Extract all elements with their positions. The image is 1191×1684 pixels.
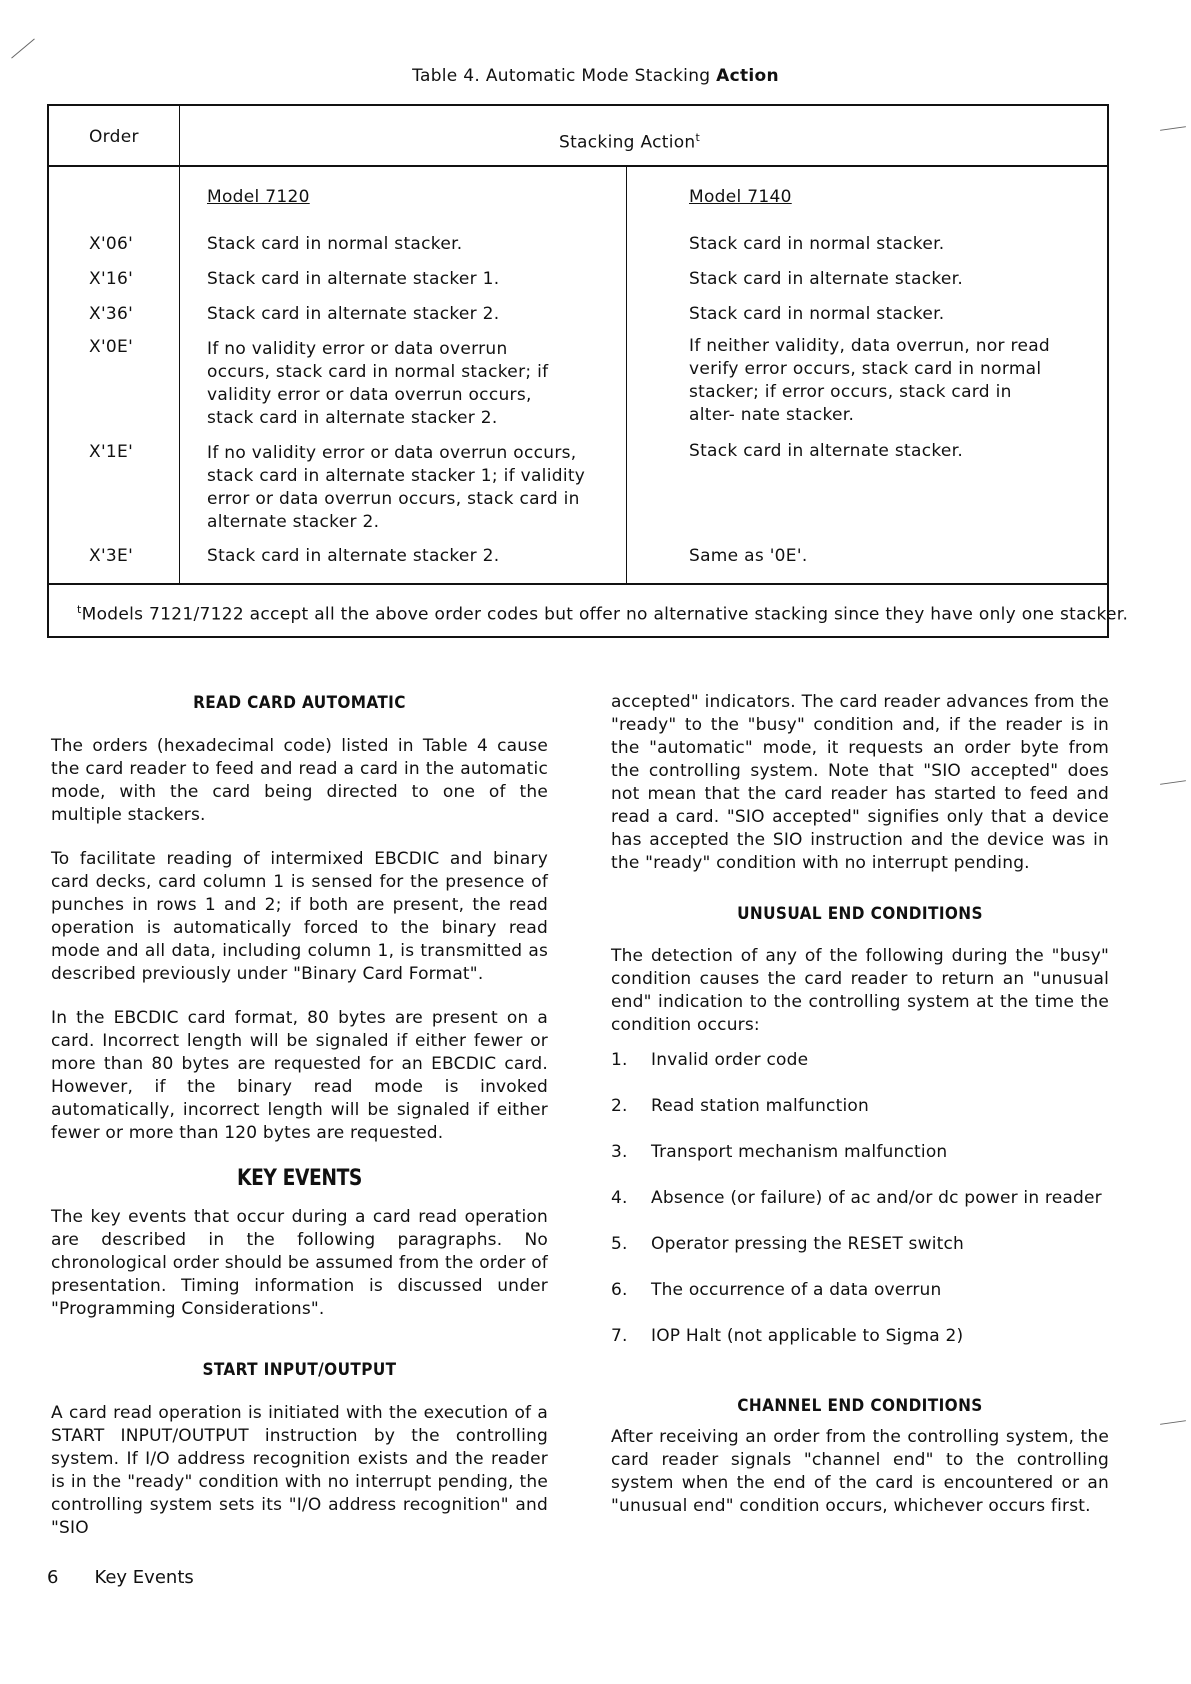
caption-text: Automatic Mode Stacking <box>485 66 711 86</box>
action-7120: Stack card in normal stacker. <box>207 234 463 254</box>
model-column-divider <box>626 165 627 583</box>
stacking-action-header <box>559 126 700 155</box>
list-number: 3. <box>611 1142 628 1162</box>
order-code: X'1E' <box>89 442 134 462</box>
list-number: 1. <box>611 1050 628 1070</box>
start-io-heading: START INPUT/OUTPUT <box>202 1360 397 1380</box>
action-7140: If neither validity, data overrun, nor read verify error occurs, stack card in normal stacker; if error occurs, stack card in alter- nate stacker. <box>689 336 1051 425</box>
scan-mark <box>1160 126 1186 131</box>
right-body-1 <box>611 691 1109 896</box>
action-7140: Stack card in alternate stacker. <box>689 441 964 461</box>
list-text: IOP Halt (not applicable to Sigma 2) <box>651 1326 964 1346</box>
unusual-end-heading: UNUSUAL END CONDITIONS <box>737 904 983 924</box>
key-events-heading: KEY EVENTS <box>237 1166 362 1191</box>
list-text: Operator pressing the RESET switch <box>651 1234 965 1254</box>
paragraph: To facilitate reading of intermixed EBCDIC and binary card decks, card column 1 is sensed for the presence of punches in rows 1 and 2; if both are present, the read operation is automatically forced to the binary read mode and all data, including column 1, is transmitted as described previously under "Binary Card Format". <box>51 849 548 984</box>
caption-bold: Action <box>716 66 779 86</box>
list-text: Invalid order code <box>651 1050 809 1070</box>
action-7140: Stack card in alternate stacker. <box>689 269 964 289</box>
stacking-action-label: Stacking Action <box>559 132 696 153</box>
action-7140: Same as '0E'. <box>689 546 808 566</box>
stacking-table <box>47 104 1129 638</box>
action-7120: Stack card in alternate stacker 1. <box>207 269 500 289</box>
model-7140-header: Model 7140 <box>689 187 792 207</box>
order-header: Order <box>89 127 139 147</box>
action-7120: Stack card in alternate stacker 2. <box>207 546 500 566</box>
paragraph: accepted" indicators. The card reader advances from the "ready" to the "busy" condition and, if the reader is in the "automatic" mode, it requests an order byte from the controlling system. Note that "SIO accepted" does not mean that the card reader has started to feed and read a card. "SIO accepted" signifies only that a device has accepted the SIO instruction and the device was in the "ready" condition with no interrupt pending. <box>611 692 1109 873</box>
list-number: 7. <box>611 1326 628 1346</box>
order-code: X'16' <box>89 269 134 289</box>
left-body-1 <box>51 735 548 1166</box>
action-7120: If no validity error or data overrun occurs, stack card in alternate stacker 1; if validity error or data overrun occurs, stack card in alternate stacker 2. <box>207 443 586 532</box>
paragraph: After receiving an order from the controlling system, the card reader signals "channel end" to the controlling system when the end of the card is encountered or an "unusual end" condition occurs, whichever occurs first. <box>611 1427 1109 1516</box>
order-code: X'0E' <box>89 337 134 357</box>
page-footer <box>47 1567 194 1588</box>
list-text: Read station malfunction <box>651 1096 869 1116</box>
paragraph: The key events that occur during a card read operation are described in the following paragraphs. No chronological order should be assumed from the order of presentation. Timing information is discussed under "Programming Considerations". <box>51 1207 548 1319</box>
order-code: X'06' <box>89 234 134 254</box>
list-number: 6. <box>611 1280 628 1300</box>
action-7120: If no validity error or data overrun occurs, stack card in normal stacker; if validity error or data overrun occurs, stack card in alternate stacker 2. <box>207 339 549 428</box>
action-7140: Stack card in normal stacker. <box>689 304 945 324</box>
right-body-2 <box>611 945 1109 1058</box>
scan-mark <box>11 38 35 58</box>
caption-prefix: Table 4. <box>412 66 481 86</box>
channel-end-heading: CHANNEL END CONDITIONS <box>737 1396 983 1416</box>
order-column-divider <box>179 106 180 583</box>
list-number: 5. <box>611 1234 628 1254</box>
paragraph: A card read operation is initiated with the execution of a START INPUT/OUTPUT instruction by the controlling system. If I/O address recognition exists and the reader is in the "ready" condition with no interrupt pending, the controlling system sets its "I/O address recognition" and "SIO <box>51 1403 548 1538</box>
action-7140: Stack card in normal stacker. <box>689 234 945 254</box>
list-text: The occurrence of a data overrun <box>651 1280 942 1300</box>
footnote-text: Models 7121/7122 accept all the above order codes but offer no alternative stacking since they have only one stacker. <box>81 604 1129 625</box>
footer-section: Key Events <box>94 1567 194 1588</box>
scan-mark <box>1160 1420 1186 1425</box>
paragraph: The detection of any of the following during the "busy" condition causes the card reader to return an "unusual end" indication to the controlling system at the time the condition occurs: <box>611 946 1109 1035</box>
model-7120-header: Model 7120 <box>207 187 310 207</box>
list-text: Transport mechanism malfunction <box>651 1142 948 1162</box>
action-7120: Stack card in alternate stacker 2. <box>207 304 500 324</box>
list-number: 2. <box>611 1096 628 1116</box>
page-number: 6 <box>47 1567 59 1588</box>
order-code: X'36' <box>89 304 134 324</box>
header-divider <box>49 165 1107 167</box>
right-body-3 <box>611 1426 1109 1539</box>
table-caption <box>0 66 1191 86</box>
read-card-automatic-heading: READ CARD AUTOMATIC <box>193 693 406 713</box>
left-body-2 <box>51 1206 548 1342</box>
list-number: 4. <box>611 1188 628 1208</box>
footnote-dagger: t <box>77 603 82 616</box>
footnote-divider <box>49 583 1107 585</box>
dagger-mark: t <box>695 131 701 144</box>
paragraph: In the EBCDIC card format, 80 bytes are present on a card. Incorrect length will be signaled if either fewer or more than 80 bytes are requested for an EBCDIC card. However, if the binary read mode is invoked automatically, incorrect length will be signaled if either fewer or more than 120 bytes are requested. <box>51 1008 548 1143</box>
left-body-3 <box>51 1402 548 1561</box>
paragraph: The orders (hexadecimal code) listed in Table 4 cause the card reader to feed and read a card in the automatic mode, with the card being directed to one of the multiple stackers. <box>51 736 548 825</box>
list-text: Absence (or failure) of ac and/or dc power in reader <box>651 1188 1102 1208</box>
order-code: X'3E' <box>89 546 134 566</box>
scan-mark <box>1160 780 1186 785</box>
table-footnote <box>77 598 1128 627</box>
